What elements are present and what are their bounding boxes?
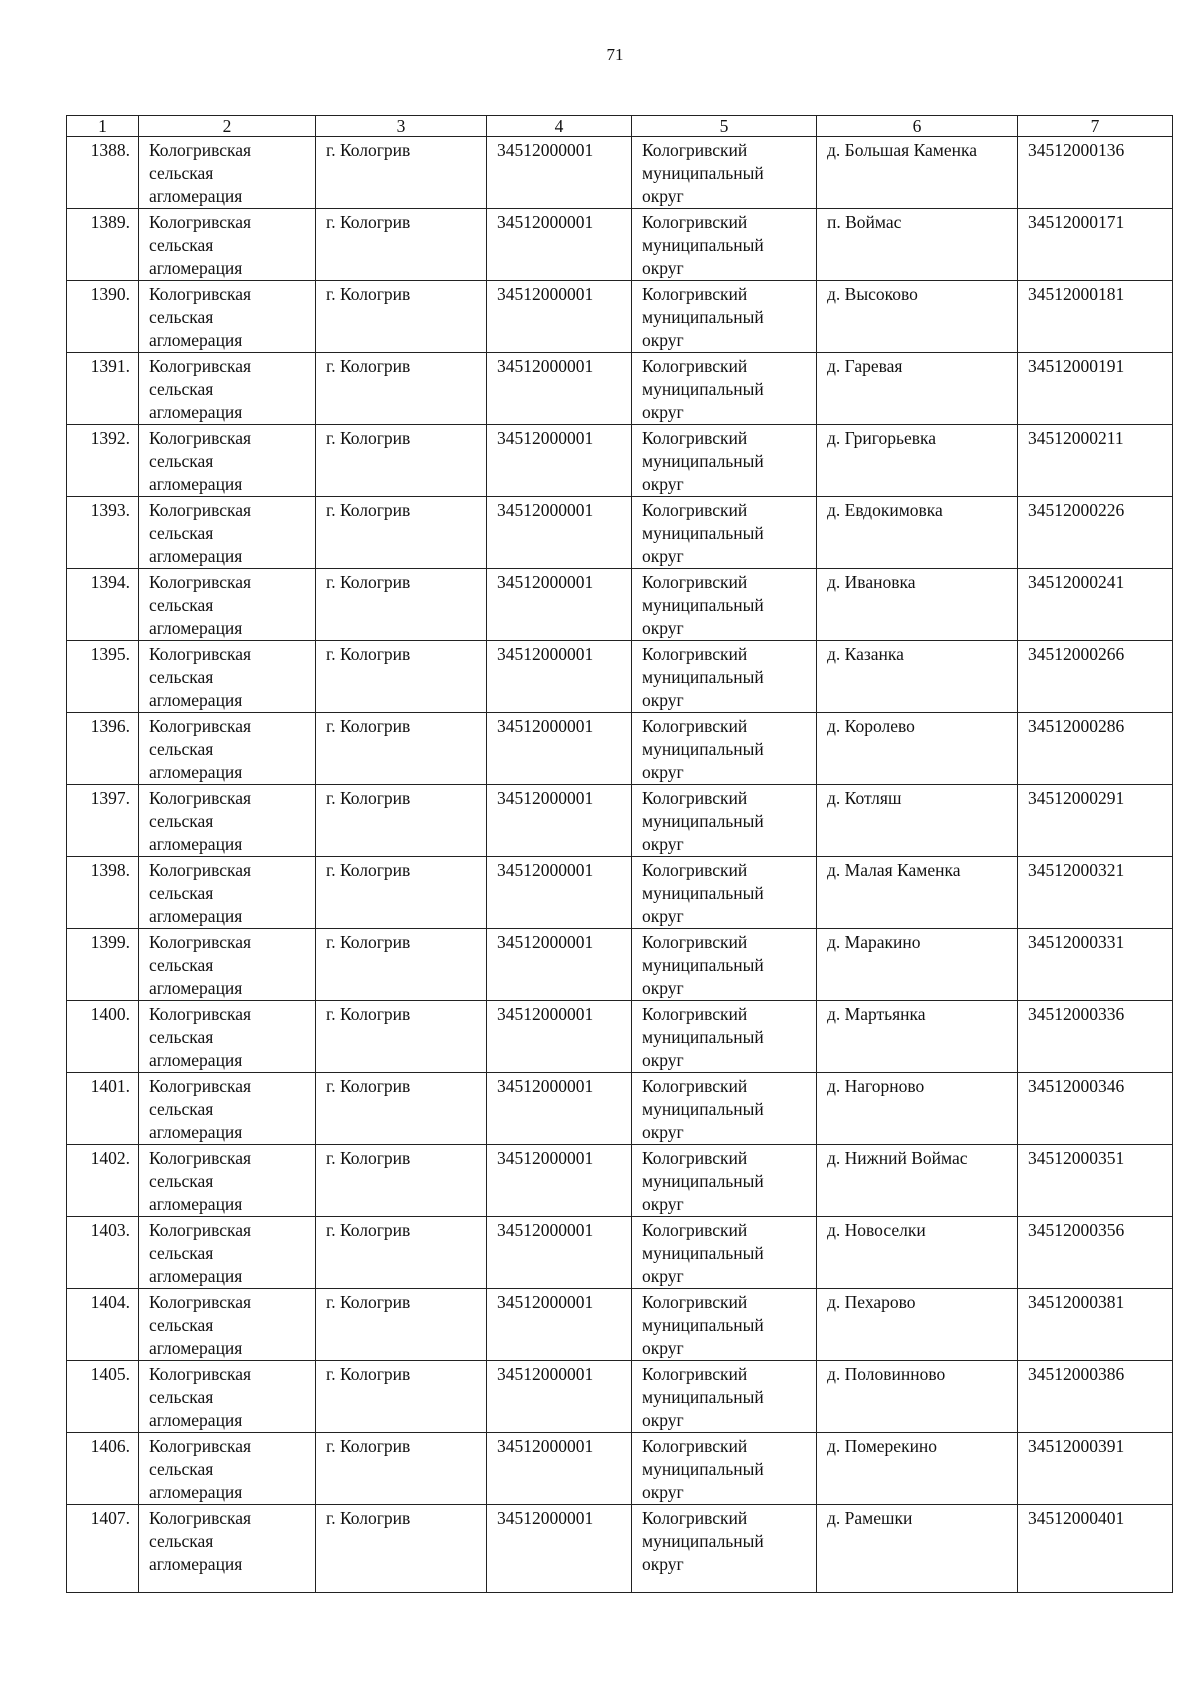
settlement-code: 34512000291: [1018, 785, 1173, 857]
center-city: г. Кологрив: [316, 641, 487, 713]
agglomeration-name-line: агломерация: [149, 1194, 243, 1214]
oktmo-code: 34512000001: [487, 209, 632, 281]
municipal-district-line: муниципальный: [642, 523, 764, 543]
oktmo-code: 34512000001: [487, 929, 632, 1001]
agglomeration-name-line: агломерация: [149, 906, 243, 926]
municipal-district-line: округ: [642, 330, 684, 350]
agglomeration-name-line: агломерация: [149, 1554, 243, 1574]
row-number: 1406.: [67, 1433, 139, 1505]
municipal-district-line: муниципальный: [642, 883, 764, 903]
column-header: 2: [139, 116, 316, 137]
municipal-district-line: Кологривский: [642, 716, 748, 736]
municipal-district: [632, 497, 817, 569]
settlement-name: д. Померекино: [817, 1433, 1018, 1505]
municipal-district-line: округ: [642, 186, 684, 206]
municipal-district-line: Кологривский: [642, 1364, 748, 1384]
municipal-district-line: муниципальный: [642, 1531, 764, 1551]
municipal-district: [632, 1361, 817, 1433]
municipal-district-line: Кологривский: [642, 788, 748, 808]
oktmo-code: 34512000001: [487, 1505, 632, 1593]
agglomeration-name-line: Кологривская: [149, 1004, 252, 1024]
oktmo-code: 34512000001: [487, 713, 632, 785]
agglomeration-name-line: Кологривская: [149, 788, 252, 808]
row-number: 1404.: [67, 1289, 139, 1361]
agglomeration-name-line: Кологривская: [149, 1076, 252, 1096]
agglomeration-name-line: сельская: [149, 811, 214, 831]
settlement-code: 34512000286: [1018, 713, 1173, 785]
agglomeration-name: [139, 1217, 316, 1289]
oktmo-code: 34512000001: [487, 1361, 632, 1433]
oktmo-code: 34512000001: [487, 281, 632, 353]
agglomeration-name: [139, 425, 316, 497]
center-city: г. Кологрив: [316, 425, 487, 497]
settlement-name: д. Рамешки: [817, 1505, 1018, 1593]
municipal-district: [632, 1289, 817, 1361]
agglomeration-name: [139, 1433, 316, 1505]
agglomeration-name-line: Кологривская: [149, 932, 252, 952]
agglomeration-name-line: Кологривская: [149, 860, 252, 880]
center-city: г. Кологрив: [316, 1001, 487, 1073]
center-city: г. Кологрив: [316, 497, 487, 569]
municipal-district-line: муниципальный: [642, 667, 764, 687]
center-city: г. Кологрив: [316, 569, 487, 641]
agglomeration-name-line: агломерация: [149, 690, 243, 710]
table-row: [67, 1145, 1173, 1217]
municipal-district: [632, 1505, 817, 1593]
municipal-district-line: муниципальный: [642, 1027, 764, 1047]
agglomeration-name-line: сельская: [149, 1531, 214, 1551]
municipal-district: [632, 137, 817, 209]
municipal-district-line: округ: [642, 762, 684, 782]
oktmo-code: 34512000001: [487, 1289, 632, 1361]
municipal-district-line: муниципальный: [642, 955, 764, 975]
municipal-district-line: округ: [642, 546, 684, 566]
oktmo-code: 34512000001: [487, 1433, 632, 1505]
municipal-district-line: округ: [642, 690, 684, 710]
agglomeration-name-line: агломерация: [149, 402, 243, 422]
agglomeration-name-line: сельская: [149, 1027, 214, 1047]
settlement-name: д. Малая Каменка: [817, 857, 1018, 929]
column-header: 6: [817, 116, 1018, 137]
agglomeration-name: [139, 569, 316, 641]
municipal-district-line: муниципальный: [642, 811, 764, 831]
settlement-name: д. Высоково: [817, 281, 1018, 353]
settlement-name: д. Ивановка: [817, 569, 1018, 641]
agglomeration-name-line: сельская: [149, 235, 214, 255]
municipal-district-line: муниципальный: [642, 163, 764, 183]
municipal-district-line: муниципальный: [642, 379, 764, 399]
table-row: [67, 713, 1173, 785]
agglomeration-name-line: сельская: [149, 163, 214, 183]
municipal-district-line: Кологривский: [642, 284, 748, 304]
table-row: [67, 281, 1173, 353]
oktmo-code: 34512000001: [487, 1073, 632, 1145]
page-number: 71: [606, 45, 624, 64]
municipal-district: [632, 1073, 817, 1145]
settlement-name: д. Большая Каменка: [817, 137, 1018, 209]
municipal-district-line: муниципальный: [642, 1243, 764, 1263]
municipal-district: [632, 1145, 817, 1217]
agglomeration-name-line: сельская: [149, 883, 214, 903]
agglomeration-name-line: агломерация: [149, 1338, 243, 1358]
agglomeration-name-line: сельская: [149, 523, 214, 543]
settlement-code: 34512000241: [1018, 569, 1173, 641]
settlement-code: 34512000211: [1018, 425, 1173, 497]
oktmo-code: 34512000001: [487, 425, 632, 497]
agglomeration-name-line: агломерация: [149, 834, 243, 854]
municipal-district-line: Кологривский: [642, 212, 748, 232]
agglomeration-name-line: Кологривская: [149, 140, 252, 160]
agglomeration-name-line: агломерация: [149, 1266, 243, 1286]
settlement-name: д. Мартьянка: [817, 1001, 1018, 1073]
municipal-district: [632, 209, 817, 281]
municipal-district-line: Кологривский: [642, 356, 748, 376]
agglomeration-name-line: агломерация: [149, 1482, 243, 1502]
row-number: 1394.: [67, 569, 139, 641]
center-city: г. Кологрив: [316, 929, 487, 1001]
municipal-district-line: Кологривский: [642, 644, 748, 664]
center-city: г. Кологрив: [316, 209, 487, 281]
center-city: г. Кологрив: [316, 1217, 487, 1289]
municipal-district-line: округ: [642, 1194, 684, 1214]
table-body: [67, 137, 1173, 1593]
agglomeration-name: [139, 857, 316, 929]
settlement-name: д. Королево: [817, 713, 1018, 785]
agglomeration-name-line: сельская: [149, 1459, 214, 1479]
municipal-district-line: муниципальный: [642, 739, 764, 759]
agglomeration-name-line: агломерация: [149, 186, 243, 206]
municipal-district-line: округ: [642, 402, 684, 422]
municipal-district: [632, 1433, 817, 1505]
municipal-district-line: муниципальный: [642, 595, 764, 615]
agglomeration-name-line: агломерация: [149, 546, 243, 566]
agglomeration-name-line: сельская: [149, 1243, 214, 1263]
settlement-name: д. Котляш: [817, 785, 1018, 857]
center-city: г. Кологрив: [316, 713, 487, 785]
table-row: [67, 1289, 1173, 1361]
agglomeration-name: [139, 1289, 316, 1361]
row-number: 1398.: [67, 857, 139, 929]
column-header: 5: [632, 116, 817, 137]
municipal-district-line: Кологривский: [642, 428, 748, 448]
municipal-district-line: Кологривский: [642, 572, 748, 592]
municipal-district: [632, 857, 817, 929]
agglomeration-name-line: Кологривская: [149, 716, 252, 736]
settlement-code: 34512000191: [1018, 353, 1173, 425]
table-row: [67, 353, 1173, 425]
settlement-name: д. Гаревая: [817, 353, 1018, 425]
agglomeration-name: [139, 1361, 316, 1433]
row-number: 1407.: [67, 1505, 139, 1593]
municipal-district-line: Кологривский: [642, 500, 748, 520]
municipal-district: [632, 641, 817, 713]
table-row: [67, 785, 1173, 857]
municipal-district-line: Кологривский: [642, 1436, 748, 1456]
agglomeration-name-line: сельская: [149, 955, 214, 975]
column-header: 1: [67, 116, 139, 137]
agglomeration-name: [139, 137, 316, 209]
agglomeration-name-line: сельская: [149, 307, 214, 327]
agglomeration-name: [139, 281, 316, 353]
oktmo-code: 34512000001: [487, 137, 632, 209]
row-number: 1399.: [67, 929, 139, 1001]
row-number: 1388.: [67, 137, 139, 209]
agglomeration-name-line: сельская: [149, 451, 214, 471]
municipal-district-line: округ: [642, 1554, 684, 1574]
municipal-district-line: Кологривский: [642, 1004, 748, 1024]
center-city: г. Кологрив: [316, 1289, 487, 1361]
municipal-district-line: Кологривский: [642, 1220, 748, 1240]
table-row: [67, 1001, 1173, 1073]
agglomeration-name-line: сельская: [149, 379, 214, 399]
municipal-district-line: муниципальный: [642, 1459, 764, 1479]
municipal-district-line: округ: [642, 1338, 684, 1358]
row-number: 1389.: [67, 209, 139, 281]
center-city: г. Кологрив: [316, 353, 487, 425]
table-row: [67, 857, 1173, 929]
agglomeration-name-line: Кологривская: [149, 644, 252, 664]
agglomeration-name-line: агломерация: [149, 978, 243, 998]
column-header: 7: [1018, 116, 1173, 137]
table-row: [67, 641, 1173, 713]
municipal-district: [632, 929, 817, 1001]
agglomeration-name-line: Кологривская: [149, 284, 252, 304]
agglomeration-name-line: агломерация: [149, 1050, 243, 1070]
municipal-district-line: Кологривский: [642, 932, 748, 952]
municipal-district: [632, 569, 817, 641]
row-number: 1397.: [67, 785, 139, 857]
agglomeration-name-line: агломерация: [149, 258, 243, 278]
table-row: [67, 1433, 1173, 1505]
agglomeration-name-line: Кологривская: [149, 1220, 252, 1240]
municipal-district-line: Кологривский: [642, 860, 748, 880]
settlement-code: 34512000266: [1018, 641, 1173, 713]
municipal-district: [632, 425, 817, 497]
agglomeration-name: [139, 929, 316, 1001]
agglomeration-name-line: агломерация: [149, 330, 243, 350]
row-number: 1395.: [67, 641, 139, 713]
settlement-code: 34512000351: [1018, 1145, 1173, 1217]
agglomeration-name: [139, 1505, 316, 1593]
oktmo-code: 34512000001: [487, 569, 632, 641]
agglomeration-name: [139, 713, 316, 785]
settlements-table: [66, 115, 1173, 1593]
center-city: г. Кологрив: [316, 857, 487, 929]
municipal-district: [632, 1217, 817, 1289]
row-number: 1392.: [67, 425, 139, 497]
settlement-name: д. Нижний Воймас: [817, 1145, 1018, 1217]
municipal-district: [632, 1001, 817, 1073]
row-number: 1402.: [67, 1145, 139, 1217]
center-city: г. Кологрив: [316, 1145, 487, 1217]
municipal-district-line: муниципальный: [642, 1171, 764, 1191]
agglomeration-name: [139, 353, 316, 425]
agglomeration-name-line: Кологривская: [149, 1364, 252, 1384]
municipal-district-line: округ: [642, 906, 684, 926]
settlement-code: 34512000336: [1018, 1001, 1173, 1073]
agglomeration-name-line: сельская: [149, 595, 214, 615]
municipal-district-line: Кологривский: [642, 140, 748, 160]
municipal-district-line: муниципальный: [642, 1315, 764, 1335]
table-row: [67, 1505, 1173, 1593]
municipal-district-line: округ: [642, 258, 684, 278]
municipal-district-line: Кологривский: [642, 1148, 748, 1168]
table-row: [67, 497, 1173, 569]
table-row: [67, 1361, 1173, 1433]
municipal-district-line: Кологривский: [642, 1076, 748, 1096]
agglomeration-name-line: Кологривская: [149, 1508, 252, 1528]
municipal-district-line: муниципальный: [642, 1099, 764, 1119]
table-row: [67, 1073, 1173, 1145]
agglomeration-name: [139, 209, 316, 281]
row-number: 1403.: [67, 1217, 139, 1289]
table-row: [67, 209, 1173, 281]
settlement-name: д. Маракино: [817, 929, 1018, 1001]
municipal-district-line: округ: [642, 1050, 684, 1070]
settlement-name: д. Евдокимовка: [817, 497, 1018, 569]
agglomeration-name-line: Кологривская: [149, 356, 252, 376]
agglomeration-name: [139, 1001, 316, 1073]
agglomeration-name-line: агломерация: [149, 1410, 243, 1430]
municipal-district-line: муниципальный: [642, 235, 764, 255]
agglomeration-name-line: сельская: [149, 739, 214, 759]
center-city: г. Кологрив: [316, 1433, 487, 1505]
agglomeration-name-line: Кологривская: [149, 572, 252, 592]
row-number: 1393.: [67, 497, 139, 569]
row-number: 1391.: [67, 353, 139, 425]
municipal-district-line: округ: [642, 1482, 684, 1502]
oktmo-code: 34512000001: [487, 497, 632, 569]
municipal-district-line: округ: [642, 618, 684, 638]
municipal-district-line: Кологривский: [642, 1292, 748, 1312]
settlement-name: д. Новоселки: [817, 1217, 1018, 1289]
settlement-code: 34512000401: [1018, 1505, 1173, 1593]
table-row: [67, 425, 1173, 497]
agglomeration-name-line: Кологривская: [149, 500, 252, 520]
settlement-name: д. Пехарово: [817, 1289, 1018, 1361]
municipal-district-line: округ: [642, 1410, 684, 1430]
settlement-code: 34512000356: [1018, 1217, 1173, 1289]
agglomeration-name-line: сельская: [149, 1387, 214, 1407]
settlement-code: 34512000386: [1018, 1361, 1173, 1433]
agglomeration-name-line: агломерация: [149, 1122, 243, 1142]
settlement-code: 34512000321: [1018, 857, 1173, 929]
settlement-code: 34512000136: [1018, 137, 1173, 209]
settlement-name: д. Казанка: [817, 641, 1018, 713]
oktmo-code: 34512000001: [487, 785, 632, 857]
center-city: г. Кологрив: [316, 1361, 487, 1433]
agglomeration-name-line: Кологривская: [149, 212, 252, 232]
table-row: [67, 1217, 1173, 1289]
agglomeration-name: [139, 641, 316, 713]
row-number: 1401.: [67, 1073, 139, 1145]
settlement-code: 34512000171: [1018, 209, 1173, 281]
center-city: г. Кологрив: [316, 1073, 487, 1145]
agglomeration-name-line: агломерация: [149, 618, 243, 638]
settlement-code: 34512000331: [1018, 929, 1173, 1001]
agglomeration-name: [139, 785, 316, 857]
center-city: г. Кологрив: [316, 137, 487, 209]
municipal-district: [632, 281, 817, 353]
table-row: [67, 929, 1173, 1001]
agglomeration-name-line: Кологривская: [149, 428, 252, 448]
municipal-district-line: округ: [642, 474, 684, 494]
agglomeration-name-line: Кологривская: [149, 1292, 252, 1312]
municipal-district: [632, 713, 817, 785]
agglomeration-name-line: Кологривская: [149, 1436, 252, 1456]
column-header: 4: [487, 116, 632, 137]
agglomeration-name-line: Кологривская: [149, 1148, 252, 1168]
oktmo-code: 34512000001: [487, 1145, 632, 1217]
settlement-code: 34512000181: [1018, 281, 1173, 353]
agglomeration-name: [139, 1073, 316, 1145]
settlement-name: д. Нагорново: [817, 1073, 1018, 1145]
agglomeration-name-line: агломерация: [149, 762, 243, 782]
settlement-code: 34512000391: [1018, 1433, 1173, 1505]
agglomeration-name-line: агломерация: [149, 474, 243, 494]
municipal-district-line: округ: [642, 834, 684, 854]
municipal-district-line: муниципальный: [642, 1387, 764, 1407]
oktmo-code: 34512000001: [487, 1001, 632, 1073]
settlement-name: д. Григорьевка: [817, 425, 1018, 497]
column-header: 3: [316, 116, 487, 137]
municipal-district-line: Кологривский: [642, 1508, 748, 1528]
municipal-district-line: округ: [642, 1122, 684, 1142]
row-number: 1390.: [67, 281, 139, 353]
municipal-district-line: муниципальный: [642, 451, 764, 471]
table-row: [67, 569, 1173, 641]
oktmo-code: 34512000001: [487, 1217, 632, 1289]
table-row: [67, 137, 1173, 209]
oktmo-code: 34512000001: [487, 641, 632, 713]
row-number: 1400.: [67, 1001, 139, 1073]
center-city: г. Кологрив: [316, 281, 487, 353]
agglomeration-name-line: сельская: [149, 1171, 214, 1191]
agglomeration-name: [139, 497, 316, 569]
settlement-code: 34512000346: [1018, 1073, 1173, 1145]
agglomeration-name-line: сельская: [149, 1315, 214, 1335]
municipal-district: [632, 353, 817, 425]
oktmo-code: 34512000001: [487, 857, 632, 929]
agglomeration-name-line: сельская: [149, 667, 214, 687]
municipal-district-line: муниципальный: [642, 307, 764, 327]
header-row: [67, 116, 1173, 137]
agglomeration-name: [139, 1145, 316, 1217]
municipal-district: [632, 785, 817, 857]
settlement-name: п. Воймас: [817, 209, 1018, 281]
settlement-code: 34512000381: [1018, 1289, 1173, 1361]
municipal-district-line: округ: [642, 1266, 684, 1286]
center-city: г. Кологрив: [316, 785, 487, 857]
center-city: г. Кологрив: [316, 1505, 487, 1593]
oktmo-code: 34512000001: [487, 353, 632, 425]
agglomeration-name-line: сельская: [149, 1099, 214, 1119]
municipal-district-line: округ: [642, 978, 684, 998]
settlement-name: д. Половинново: [817, 1361, 1018, 1433]
row-number: 1396.: [67, 713, 139, 785]
row-number: 1405.: [67, 1361, 139, 1433]
settlement-code: 34512000226: [1018, 497, 1173, 569]
